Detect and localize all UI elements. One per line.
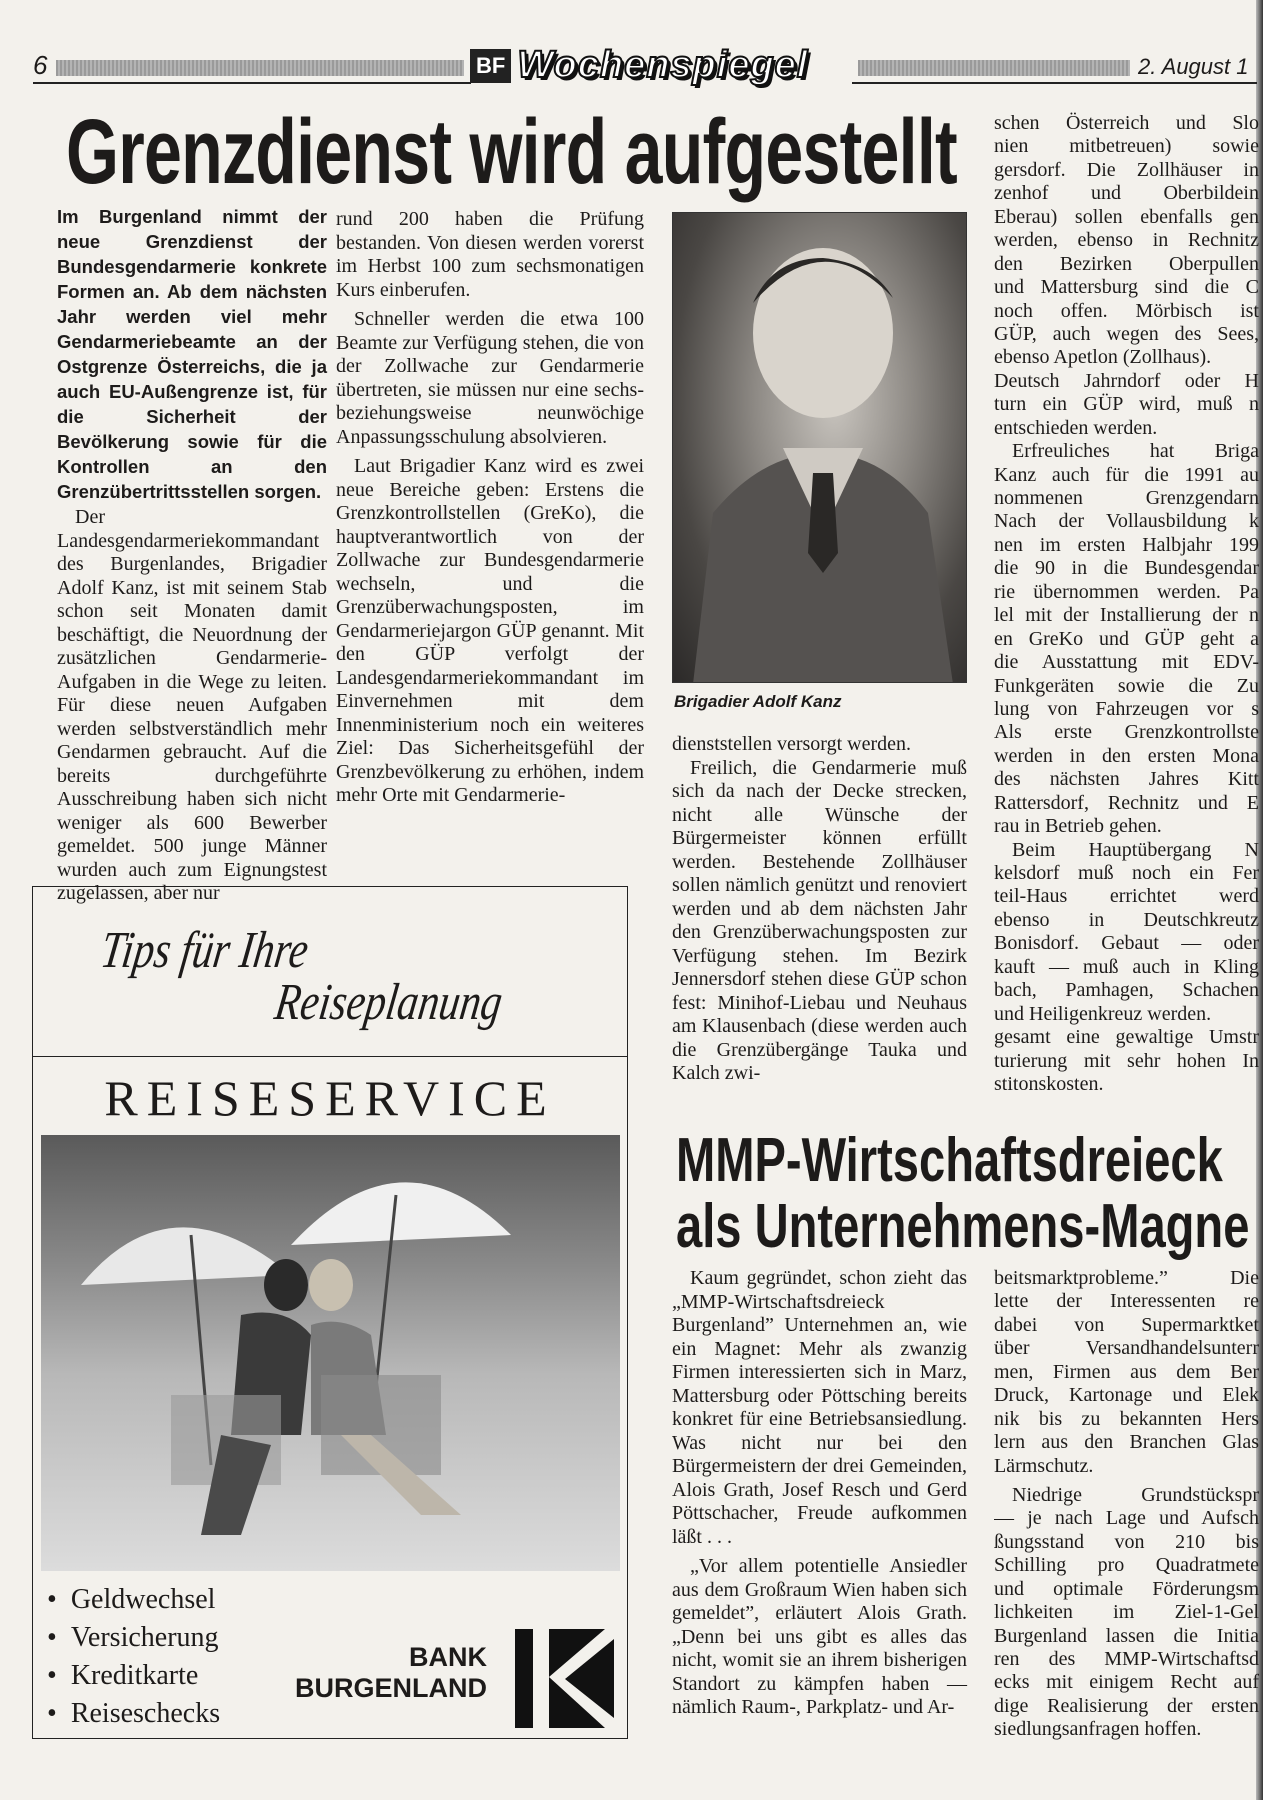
ad-script-header [33, 887, 627, 1057]
service-item: • Kreditkarte [47, 1657, 220, 1695]
text-line: Kanz auch für die 1991 au [994, 463, 1259, 486]
text-line: kelsdorf muß noch ein Fer [994, 862, 1259, 884]
text-line: Erfreuliches hat Briga [1012, 440, 1259, 463]
article2-column-1 [672, 1267, 967, 1720]
text-line: turierung mit sehr hohen In [994, 1049, 1259, 1072]
text-line: Niedrige Grundstückspr [1012, 1483, 1259, 1506]
page-number: 6 [33, 50, 48, 80]
text-line: gersdorf. Die Zollhäuser in [994, 158, 1259, 181]
text-line: lern aus den Branchen Glas [994, 1431, 1259, 1454]
text-line: Deutsch Jahrndorf oder H [994, 369, 1259, 392]
bank-advertisement [32, 886, 628, 1739]
text-line: den Bezirken Oberpullen [994, 252, 1259, 275]
issue-date: 2. August 1 [1138, 54, 1249, 79]
article1-column-4 [994, 112, 1263, 1096]
text-line: Bonisdorf. Gebaut — oder [994, 932, 1259, 955]
text-line: nik bis zu bekannten Hers [994, 1407, 1259, 1430]
lead-paragraph: Im Burgenland nimmt der neue Grenzdienst der Bundesgendarmerie konkrete Formen an. Ab dem nächsten Jahr werden viel mehr Gendarmeriebeamte an der Ostgrenze Österreichs, die ja auch EU-Außengrenze ist, für die Sicherheit der Bevölkerung sowie für die Kontrollen an den Grenzübertrittsstellen sorgen. [57, 206, 327, 502]
logo-box: BF [470, 49, 511, 83]
beach-umbrella-illustration-icon [41, 1135, 620, 1571]
text-line: und Heiligenkreuz werden. [994, 1002, 1212, 1025]
bank-name [295, 1642, 487, 1704]
article1-column-2 [336, 208, 644, 808]
text-line: die 90 in die Bundesgendar [994, 557, 1259, 580]
text-line: en GreKo und GÜP geht a [994, 627, 1259, 650]
text-line: Nach der Vollausbildung k [994, 510, 1259, 533]
headline: Grenzdienst wird aufgestellt [66, 101, 957, 203]
headline-2-line-1: MMP-Wirtschaftsdreieck [676, 1126, 1223, 1195]
service-item: • Reiseschecks [47, 1695, 220, 1733]
bank-name-line-1: BANK [409, 1642, 487, 1672]
text-line: bach, Pamhagen, Schachen [994, 979, 1259, 1002]
paragraph: Der Landesgendarmeriekommandant des Burgenlandes, Brigadier Adolf Kanz, ist mit seinem Stab schon seit Monaten damit beschäftigt, die Neuordnung der zusätzlichen Gendarmerie-Aufgaben in die Wege zu leiten. Für diese neuen Aufgaben werden selbstverständlich mehr Gendarmen gebraucht. Auf die bereits durchgeführte Ausschreibung haben sich nicht weniger als 600 Bewerber gemeldet. 500 junge Männer wurden auch zum Eignungstest zugelassen, aber nur [57, 506, 327, 904]
paragraph: Freilich, die Gendarmerie muß sich da nach der Decke strecken, nicht alle Wünsche der Bürgermeister können erfüllt werden. Bestehende Zollhäuser sollen nämlich genützt und renoviert werden und ab dem nächsten Jahr den Grenzüberwachungsposten zur Verfügung stehen. Im Bezirk Jennersdorf stehen diese GÜP schon fest: Minihof-Liebau und Neuhaus am Klausenbach (diese werden auch die Grenzübergänge Tauka und Kalch zwi- [672, 756, 967, 1084]
text-line: lung von Fahrzeugen vor s [994, 697, 1259, 720]
text-line: men, Firmen aus dem Ber [994, 1360, 1259, 1383]
text-line: Rattersdorf, Rechnitz und E [994, 791, 1259, 814]
text-line: die Ausstattung mit EDV- [994, 651, 1259, 674]
masthead-logo [470, 44, 808, 87]
text-line: ßungsstand von 210 bis [994, 1530, 1259, 1553]
text-line: zenhof und Oberbildein [994, 182, 1259, 205]
text-line: ebenso Apetlon (Zollhaus). [994, 346, 1212, 369]
ad-script-line-1: Tips für Ihre [97, 922, 312, 979]
masthead-rule-right [852, 82, 1257, 84]
service-list [47, 1581, 220, 1733]
masthead-bar-right [858, 60, 1130, 76]
text-line: werden, ebenso in Rechnitz [994, 229, 1259, 252]
text-line: des nächsten Jahres Kitt [994, 768, 1259, 791]
portrait-illustration-icon [673, 213, 967, 683]
text-line: Eberau) sollen ebenfalls gen [994, 205, 1259, 228]
text-line: Druck, Kartonage und Elek [994, 1384, 1259, 1407]
text-line: Beim Hauptübergang N [1012, 838, 1259, 861]
text-line: rie übernommen werden. Pa [994, 580, 1259, 603]
text-line: GÜP, auch wegen des Sees, [994, 322, 1259, 345]
text-line: turn ein GÜP wird, muß n [994, 393, 1259, 416]
text-line: ren des MMP-Wirtschaftsd [994, 1648, 1259, 1670]
text-line: siedlungsanfragen hoffen. [994, 1718, 1202, 1741]
masthead-rule-left [33, 82, 471, 84]
article2-column-2 [994, 1267, 1263, 1742]
text-line: nien mitbetreuen) sowie [994, 135, 1259, 158]
masthead-bar-left [56, 60, 464, 76]
text-line: und Mattersburg sind die C [994, 276, 1259, 299]
photo-caption: Brigadier Adolf Kanz [674, 692, 842, 711]
ad-script-line-2: Reiseplanung [271, 974, 506, 1031]
text-line: ecks mit einigem Recht auf [994, 1671, 1259, 1694]
text-line: lichkeiten im Ziel-1-Gel [994, 1601, 1259, 1624]
text-line: Lärmschutz. [994, 1454, 1094, 1477]
text-line: dabei von Supermarktket [994, 1313, 1259, 1336]
text-line: Schilling pro Quadratmete [994, 1554, 1259, 1577]
portrait-photo [672, 212, 967, 683]
text-line: schen Österreich und Slo [994, 112, 1259, 134]
text-line: und optimale Förderungsm [994, 1577, 1259, 1600]
service-item: • Geldwechsel [47, 1581, 220, 1619]
paragraph: Schneller werden die etwa 100 Beamte zur Verfügung stehen, die von der Zollwache zur Gendarmerie übertreten, sie müssen nur eine sechs- beziehungsweise neunwöchige Anpassungsschulung absolvieren. [336, 308, 644, 448]
paragraph: Laut Brigadier Kanz wird es zwei neue Bereiche geben: Erstens die Grenzkontrollstellen (GreKo), die hauptverantwortlich von der Zollwache zur Bundesgendarmerie wechseln, und die Grenzüberwachungsposten, im Gendarmeriejargon GÜP genannt. Mit den GÜP verfolgt der Landesgendarmeriekommandant im Einvernehmen mit dem Innenministerium noch ein weiteres Ziel: Das Sicherheitsgefühl der Grenzbevölkerung zu erhöhen, indem mehr Orte mit Gendarmerie- [336, 455, 644, 806]
ad-title: REISESERVICE [104, 1070, 556, 1126]
text-line: Als erste Grenzkontrollste [994, 721, 1259, 744]
article1-column-3 [672, 733, 967, 1086]
text-line: entschieden werden. [994, 416, 1158, 439]
text-line: teil-Haus errichtet werd [994, 885, 1259, 908]
text-line: rau in Betrieb gehen. [994, 815, 1162, 838]
paragraph: rund 200 haben die Prüfung bestanden. Von diesen werden vorerst im Herbst 100 zum sechsmonatigen Kurs einberufen. [336, 208, 644, 301]
logo-text: Wochenspiegel [517, 44, 809, 86]
text-line: noch offen. Mörbisch ist [994, 299, 1259, 322]
service-item: • Versicherung [47, 1619, 220, 1657]
bank-name-line-2: BURGENLAND [295, 1673, 487, 1703]
article1-column-1 [57, 204, 327, 906]
text-line: kauft — muß auch in Kling [994, 955, 1259, 978]
text-line: — je nach Lage und Aufsch [994, 1507, 1259, 1530]
text-line: ebenso in Deutschkreutz [994, 908, 1259, 931]
bank-logo-icon [515, 1629, 614, 1728]
text-line: gesamt eine gewaltige Umstr [994, 1026, 1259, 1049]
text-line: nommenen Grenzgendarn [994, 487, 1259, 509]
text-line: Burgenland lassen die Initia [994, 1624, 1259, 1647]
text-line: Funkgeräten sowie die Zu [994, 674, 1259, 697]
paragraph: Kaum gegründet, schon zieht das „MMP-Wirtschaftsdreieck Burgenland” Unternehmen an, wie ein Magnet: Mehr als zwanzig Firmen interessierten sich in Marz, Mattersburg oder Pöttsching bereits konkret für eine Betriebsansiedlung. Was nicht nur bei den Bürgermeistern der drei Gemeinden, Alois Grath, Josef Resch und Gerd Pöttschacher, Freude aufkommen läßt . . . [672, 1267, 967, 1548]
paragraph: dienststellen versorgt werden. [672, 733, 912, 755]
text-line: über Versandhandelsunterr [994, 1337, 1259, 1360]
paragraph: „Vor allem potentielle Ansiedler aus dem Großraum Wien haben sich gemeldet”, erläutert Alois Grath. „Denn bei uns gibt es alles das nicht, womit sie an ihrem bisherigen Standort zu kämpfen haben — nämlich Raum-, Parkplatz- und Ar- [672, 1555, 967, 1718]
beach-photo [41, 1135, 620, 1571]
text-line: dige Realisierung der ersten [994, 1694, 1259, 1717]
headline-2-line-2: als Unternehmens-Magne [676, 1192, 1250, 1261]
text-line: nen im ersten Halbjahr 199 [994, 533, 1259, 556]
text-line: werden in den ersten Mona [994, 744, 1259, 767]
text-line: stitonskosten. [994, 1072, 1104, 1095]
text-line: lel mit der Installierung der n [994, 604, 1259, 627]
text-line: beitsmarktprobleme.” Die [994, 1267, 1259, 1289]
text-line: lette der Interessenten re [994, 1290, 1259, 1313]
